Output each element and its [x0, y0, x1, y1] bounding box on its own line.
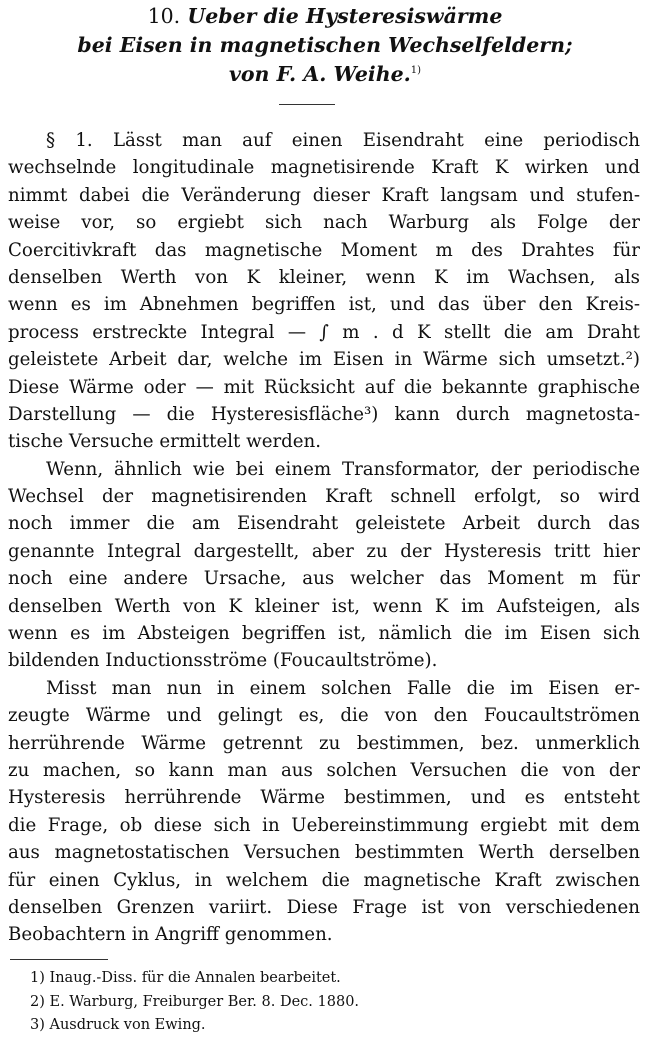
footnote-3: 3) Ausdruck von Ewing. — [30, 1017, 206, 1033]
text-line: weise vor, so ergiebt sich nach Warburg als Folge der — [8, 212, 640, 234]
text-line: Beobachtern in Angriff genommen. — [8, 924, 333, 946]
text-line: wenn es im Absteigen begriffen ist, nämlich die im Eisen sich — [8, 623, 640, 645]
text-line: wechselnde longitudinale magnetisirende Kraft K wirken und — [8, 157, 640, 179]
text-line: process erstreckte Integral — ∫ m . d K stellt die am Draht — [8, 321, 640, 343]
text-line: geleistete Arbeit dar, welche im Eisen in Wärme sich umsetzt.²) — [8, 349, 640, 371]
text-line: noch eine andere Ursache, aus welcher das Moment m für — [8, 568, 640, 590]
text-line: denselben Grenzen variirt. Diese Frage ist von verschiedenen — [8, 896, 640, 918]
text-line: wenn es im Abnehmen begriffen ist, und das über den Kreis- — [8, 294, 640, 316]
text-line: für einen Cyklus, in welchem die magnetische Kraft zwischen — [8, 869, 640, 891]
paragraph-3 — [8, 675, 640, 949]
footnotes — [30, 967, 630, 1038]
text-line: genannte Integral dargestellt, aber zu der Hysteresis tritt hier — [8, 540, 640, 562]
text-line: Wechsel der magnetisirenden Kraft schnell erfolgt, so wird — [8, 486, 640, 508]
text-line: Hysteresis herrührende Wärme bestimmen, und es entsteht — [8, 787, 640, 809]
text-line: Wenn, ähnlich wie bei einem Transformator, der periodische — [46, 458, 640, 480]
text-line: noch immer die am Eisendraht geleistete Arbeit durch das — [8, 513, 640, 535]
author-footnote-ref: 1) — [410, 65, 422, 77]
text-line: denselben Werth von K kleiner, wenn K im Wachsen, als — [8, 266, 640, 288]
text-line: aus magnetostatischen Versuchen bestimmten Werth derselben — [8, 842, 640, 864]
author-line — [0, 60, 650, 89]
article-number: 10. — [147, 4, 181, 28]
text-line: Diese Wärme oder — mit Rücksicht auf die bekannte graphische — [8, 376, 640, 398]
text-line: nimmt dabei die Veränderung dieser Kraft langsam und stufen- — [8, 184, 640, 206]
paragraph-1 — [8, 127, 640, 456]
footnote-2: 2) E. Warburg, Freiburger Ber. 8. Dec. 1880. — [30, 993, 360, 1010]
text-line: Misst man nun in einem solchen Falle die im Eisen er- — [46, 677, 640, 699]
footnote-divider — [10, 959, 108, 960]
text-line: Darstellung — die Hysteresisfläche³) kann durch magnetosta- — [8, 403, 640, 425]
text-line: § 1. Lässt man auf einen Eisendraht eine periodisch — [46, 130, 640, 151]
footnote-1: 1) Inaug.-Diss. für die Annalen bearbeitet. — [30, 970, 341, 986]
text-line: bildenden Inductionsströme (Foucaultströme). — [8, 650, 438, 672]
title-divider — [279, 104, 335, 105]
text-line: denselben Werth von K kleiner ist, wenn K im Aufsteigen, als — [8, 595, 640, 617]
text-line: tische Versuche ermittelt werden. — [8, 431, 322, 453]
author-name: von F. A. Weihe. — [228, 62, 411, 86]
article-body — [8, 127, 640, 949]
text-line: die Frage, ob diese sich in Uebereinstimmung ergiebt mit dem — [8, 814, 640, 836]
title-text-1: Ueber die Hysteresiswärme — [187, 4, 503, 28]
title-line-1 — [0, 2, 650, 31]
title-line-2: bei Eisen in magnetischen Wechselfeldern; — [77, 33, 573, 57]
paragraph-2 — [8, 456, 640, 675]
text-line: zu machen, so kann man aus solchen Versuchen die von der — [8, 759, 640, 781]
article-title — [0, 2, 650, 89]
text-line: zeugte Wärme und gelingt es, die von den Foucaultströmen — [8, 705, 640, 727]
text-line: herrührende Wärme getrennt zu bestimmen, bez. unmerklich — [8, 732, 640, 754]
text-line: Coercitivkraft das magnetische Moment m des Drahtes für — [8, 239, 640, 261]
